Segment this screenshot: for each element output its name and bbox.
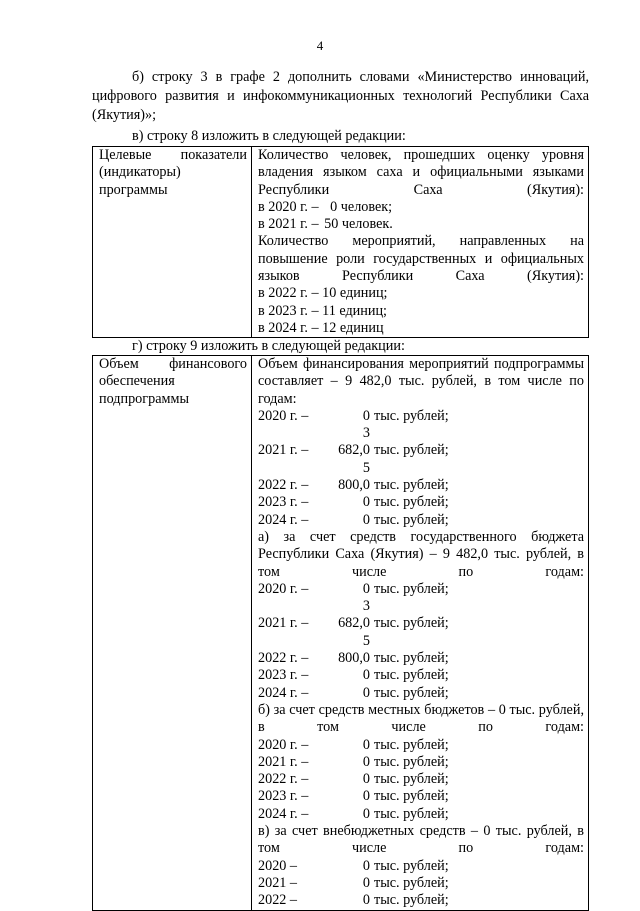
year-line: в 2021 г. – 50 человек. [258,216,393,233]
paragraph-g: г) строку 9 изложить в следующей редакции: [132,338,405,354]
row-label: Целевые показатели (индикаторы) программы [93,147,252,338]
year-line: в 2022 г. – 10 единиц; [258,285,388,302]
year-amount-line: 2022 – 0 тыс. рублей; [258,892,449,909]
year-amount-line: 2021 г. –3 682,0 тыс. рублей; [258,598,449,632]
page-number: 4 [316,38,324,53]
year-amount-line: 2020 г. – 0 тыс. рублей; [258,736,449,753]
target-indicators-table [92,146,589,338]
year-amount-line: 2021 – 0 тыс. рублей; [258,874,449,891]
row-label: Объем финансового обеспечения подпрограммы [93,356,252,911]
paragraph-b: б) строку 3 в графе 2 дополнить словами «Министерство инноваций, цифрового развития и инфокоммуникационных технологий Республики Саха (Якутия)»; [92,69,589,123]
year-amount-line: 2021 г. – 0 тыс. рублей; [258,753,449,770]
row-content [252,356,589,911]
table-row [93,147,589,338]
table-row [93,356,589,911]
funding-rows-v [258,858,584,910]
indicator-intro: Количество мероприятий, направленных на повышение роли государственных и официальных языков Республики Саха (Якутия): [258,233,584,285]
year-amount-line: 2022 г. –5 800,0 тыс. рублей; [258,632,449,667]
year-amount-line: 2020 – 0 тыс. рублей; [258,857,449,874]
funding-intro-v: в) за счет внебюджетных средств – 0 тыс. рублей, в том числе по годам: [258,823,584,857]
paragraph-v: в) строку 8 изложить в следующей редакции: [132,128,406,144]
year-amount-line: 2022 г. –5 800,0 тыс. рублей; [258,459,449,494]
year-amount-line: 2023 г. – 0 тыс. рублей; [258,788,449,805]
funding-intro-b: б) за счет средств местных бюджетов – 0 тыс. рублей, в том числе по годам: [258,701,584,736]
year-line: в 2024 г. – 12 единиц [258,319,384,336]
year-line: в 2020 г. – 0 человек; [258,198,393,215]
funding-rows-total [258,408,584,529]
indicator-intro: Количество человек, прошедших оценку уровня владения языком саха и официальными языками Республики Саха (Якутия): [258,147,584,198]
funding-rows-b [258,737,584,823]
funding-intro-a: а) за счет средств государственного бюджета Республики Саха (Якутия) – 9 482,0 тыс. рублей, в том числе по годам: [258,528,584,580]
funding-rows-a [258,581,584,702]
year-line: в 2023 г. – 11 единиц; [258,302,387,319]
year-amount-line: 2024 г. – 0 тыс. рублей; [258,684,449,701]
year-amount-line: 2023 г. – 0 тыс. рублей; [258,667,449,684]
year-amount-line: 2024 г. – 0 тыс. рублей; [258,805,449,822]
funding-intro: Объем финансирования мероприятий подпрограммы составляет – 9 482,0 тыс. рублей, в том числе по годам: [258,356,584,407]
year-amount-line: 2020 г. – 0 тыс. рублей; [258,580,449,597]
year-amount-line: 2021 г. –3 682,0 тыс. рублей; [258,425,449,459]
row-content [252,147,589,338]
funding-table [92,355,589,911]
year-amount-line: 2023 г. – 0 тыс. рублей; [258,494,449,511]
year-amount-line: 2024 г. – 0 тыс. рублей; [258,511,449,528]
year-amount-line: 2022 г. – 0 тыс. рублей; [258,771,449,788]
year-amount-line: 2020 г. – 0 тыс. рублей; [258,407,449,424]
